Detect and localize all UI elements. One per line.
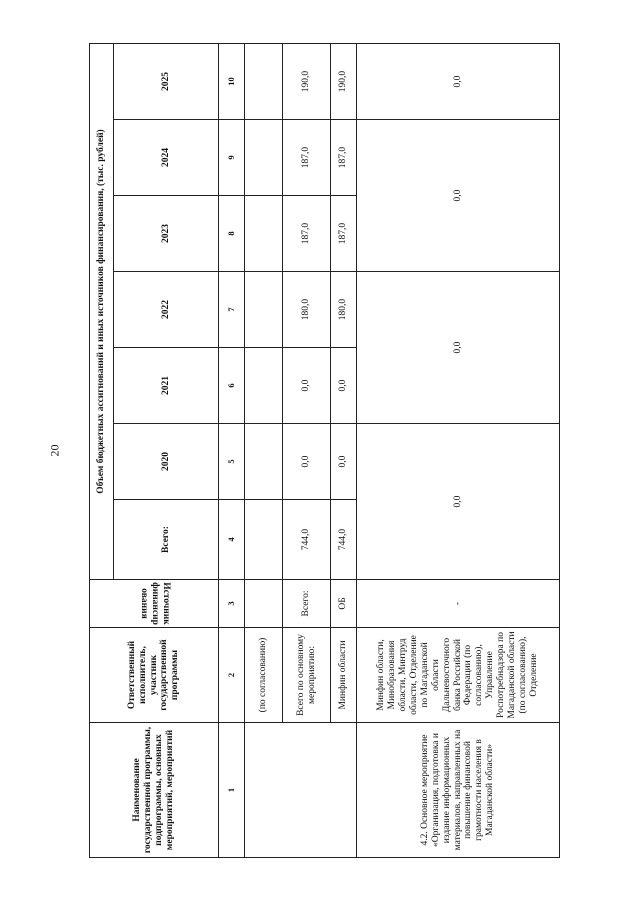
cell-value: 0,0: [283, 424, 331, 500]
column-number-row: [219, 44, 245, 858]
cell-value: 744,0: [331, 500, 357, 580]
col-number: 10: [219, 44, 245, 120]
col-number: 1: [219, 723, 245, 858]
col-number: 7: [219, 272, 245, 348]
cell-value: 187,0: [283, 196, 331, 272]
cell-empty: [245, 44, 283, 120]
header-financing-group: Объем бюджетных ассигнований и иных источников финансирования, (тыс. рублей): [90, 44, 114, 580]
header-source-text: Источник финансирования: [138, 582, 171, 625]
header-source: [90, 580, 219, 628]
cell-empty: [245, 424, 283, 500]
header-name: Наименование государственной программы, подпрограммы, основных мероприятий, мероприятий: [90, 723, 219, 858]
cell-empty: [245, 272, 283, 348]
table-row: [357, 44, 560, 858]
cell-source: ОБ: [331, 580, 357, 628]
cell-value: 0,0: [331, 424, 357, 500]
cell-executor: (по согласованию): [245, 628, 283, 723]
cell-value: 0,0: [357, 44, 560, 120]
cell-source: -: [357, 580, 560, 628]
cell-value: 0,0: [357, 272, 560, 424]
header-year: 2022: [114, 272, 219, 348]
cell-value: 0,0: [283, 348, 331, 424]
cell-empty: [245, 120, 283, 196]
header-total: Всего:: [114, 500, 219, 580]
cell-value: 187,0: [283, 120, 331, 196]
cell-executor: Всего по основному мероприятию:: [283, 628, 331, 723]
header-year: 2025: [114, 44, 219, 120]
financing-table: [89, 43, 560, 858]
cell-empty: [245, 196, 283, 272]
cell-executor: Минфин области: [331, 628, 357, 723]
cell-empty: [245, 580, 283, 628]
col-number: 6: [219, 348, 245, 424]
header-year: 2021: [114, 348, 219, 424]
cell-value: 187,0: [331, 196, 357, 272]
rotated-table-wrapper: [89, 46, 559, 858]
cell-value: 0,0: [331, 348, 357, 424]
cell-value: 744,0: [283, 500, 331, 580]
cell-value: 187,0: [331, 120, 357, 196]
col-number: 4: [219, 500, 245, 580]
col-number: 8: [219, 196, 245, 272]
cell-value: 0,0: [357, 424, 560, 580]
cell-value: 0,0: [357, 120, 560, 272]
cell-value: 190,0: [283, 44, 331, 120]
col-number: 5: [219, 424, 245, 500]
cell-value: 190,0: [331, 44, 357, 120]
col-number: 2: [219, 628, 245, 723]
cell-empty: [245, 500, 283, 580]
cell-value: 180,0: [283, 272, 331, 348]
col-number: 9: [219, 120, 245, 196]
page-number: 20: [47, 444, 62, 457]
cell-measure-name: 4.2. Основное мероприятие «Организация, подготовка и издание информационных материалов, направленных на повышение финансовой грамотности населения в Магаданской области»: [357, 723, 560, 858]
header-year: 2024: [114, 120, 219, 196]
table-row: [245, 44, 283, 858]
cell-empty: [245, 723, 357, 858]
header-year: 2023: [114, 196, 219, 272]
cell-value: 180,0: [331, 272, 357, 348]
header-executor: Ответственный исполнитель, участник государственной программы: [90, 628, 219, 723]
cell-executor: Минфин области, Минобразования области, Минтруд области, Отделение по Магаданской области Дальневосточного банка Российской Федерации (по согласованию), Управление Роспотребнадзора по Магаданской области (по согласованию), Отделение: [357, 628, 560, 723]
col-number: 3: [219, 580, 245, 628]
header-year: 2020: [114, 424, 219, 500]
cell-source: Всего:: [283, 580, 331, 628]
cell-empty: [245, 348, 283, 424]
